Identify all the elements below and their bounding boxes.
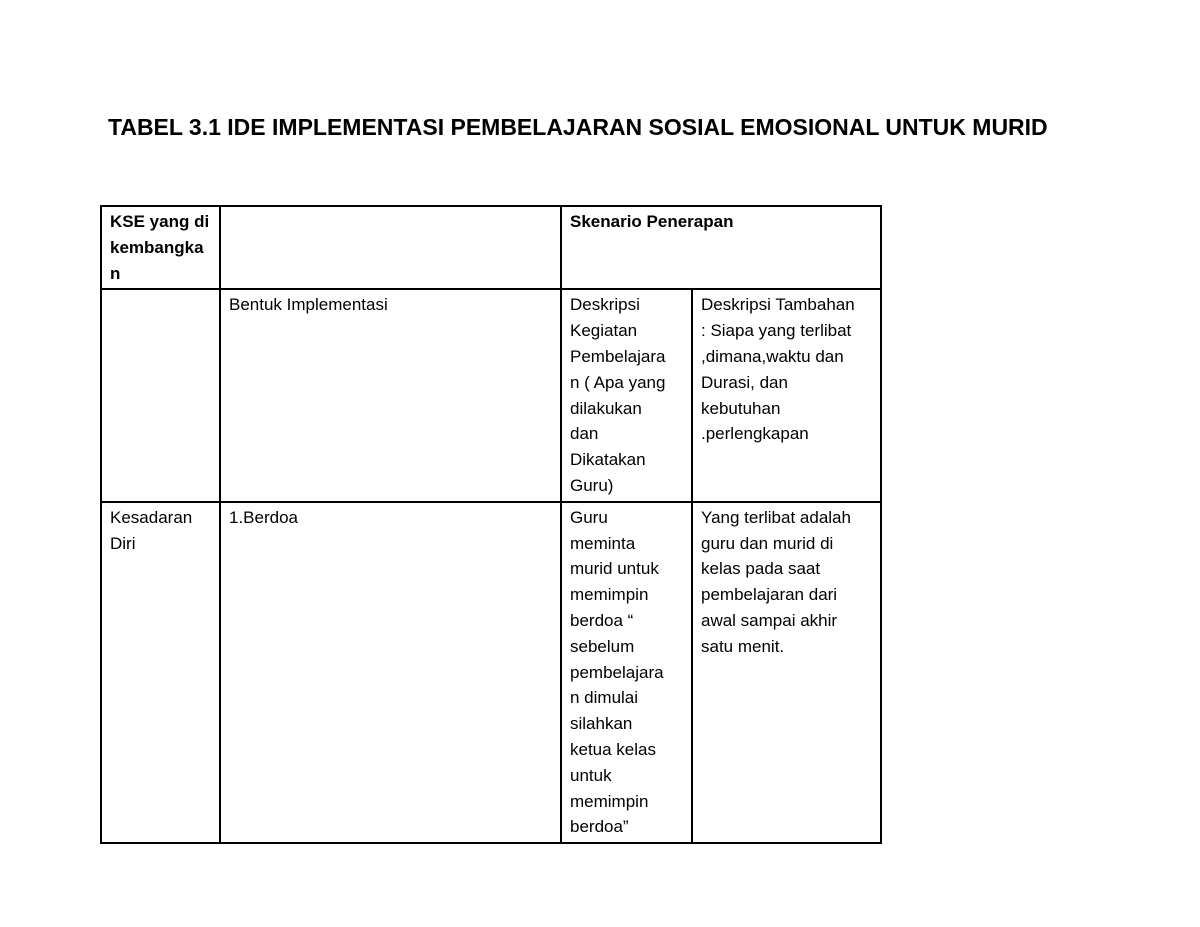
subheader-bentuk-cell: Bentuk Implementasi [220, 289, 561, 501]
table-header-row [101, 206, 881, 289]
row-kse-cell: Kesadaran Diri [101, 502, 220, 843]
table-subheader-row [101, 289, 881, 501]
header-kse-cell: KSE yang di kembangkan [101, 206, 220, 289]
subheader-blank-cell [101, 289, 220, 501]
header-skenario-cell: Skenario Penerapan [561, 206, 881, 289]
row-deskripsi-tambahan-cell: Yang terlibat adalah guru dan murid di kelas pada saat pembelajaran dari awal sampai akhir satu menit. [692, 502, 881, 843]
row-bentuk-cell: 1.Berdoa [220, 502, 561, 843]
subheader-deskripsi-tambahan-cell: Deskripsi Tambahan : Siapa yang terlibat ,dimana,waktu dan Durasi, dan kebutuhan .perlengkapan [692, 289, 881, 501]
page-title: TABEL 3.1 IDE IMPLEMENTASI PEMBELAJARAN SOSIAL EMOSIONAL UNTUK MURID [108, 114, 1048, 140]
subheader-deskripsi-kegiatan-cell: Deskripsi Kegiatan Pembelajara n ( Apa yang dilakukan dan Dikatakan Guru) [561, 289, 692, 501]
row-deskripsi-kegiatan-cell: Guru meminta murid untuk memimpin berdoa “ sebelum pembelajara n dimulai silahkan ketua kelas untuk memimpin berdoa” [561, 502, 692, 843]
header-blank-cell [220, 206, 561, 289]
implementation-table [100, 205, 882, 844]
table-row [101, 502, 881, 843]
